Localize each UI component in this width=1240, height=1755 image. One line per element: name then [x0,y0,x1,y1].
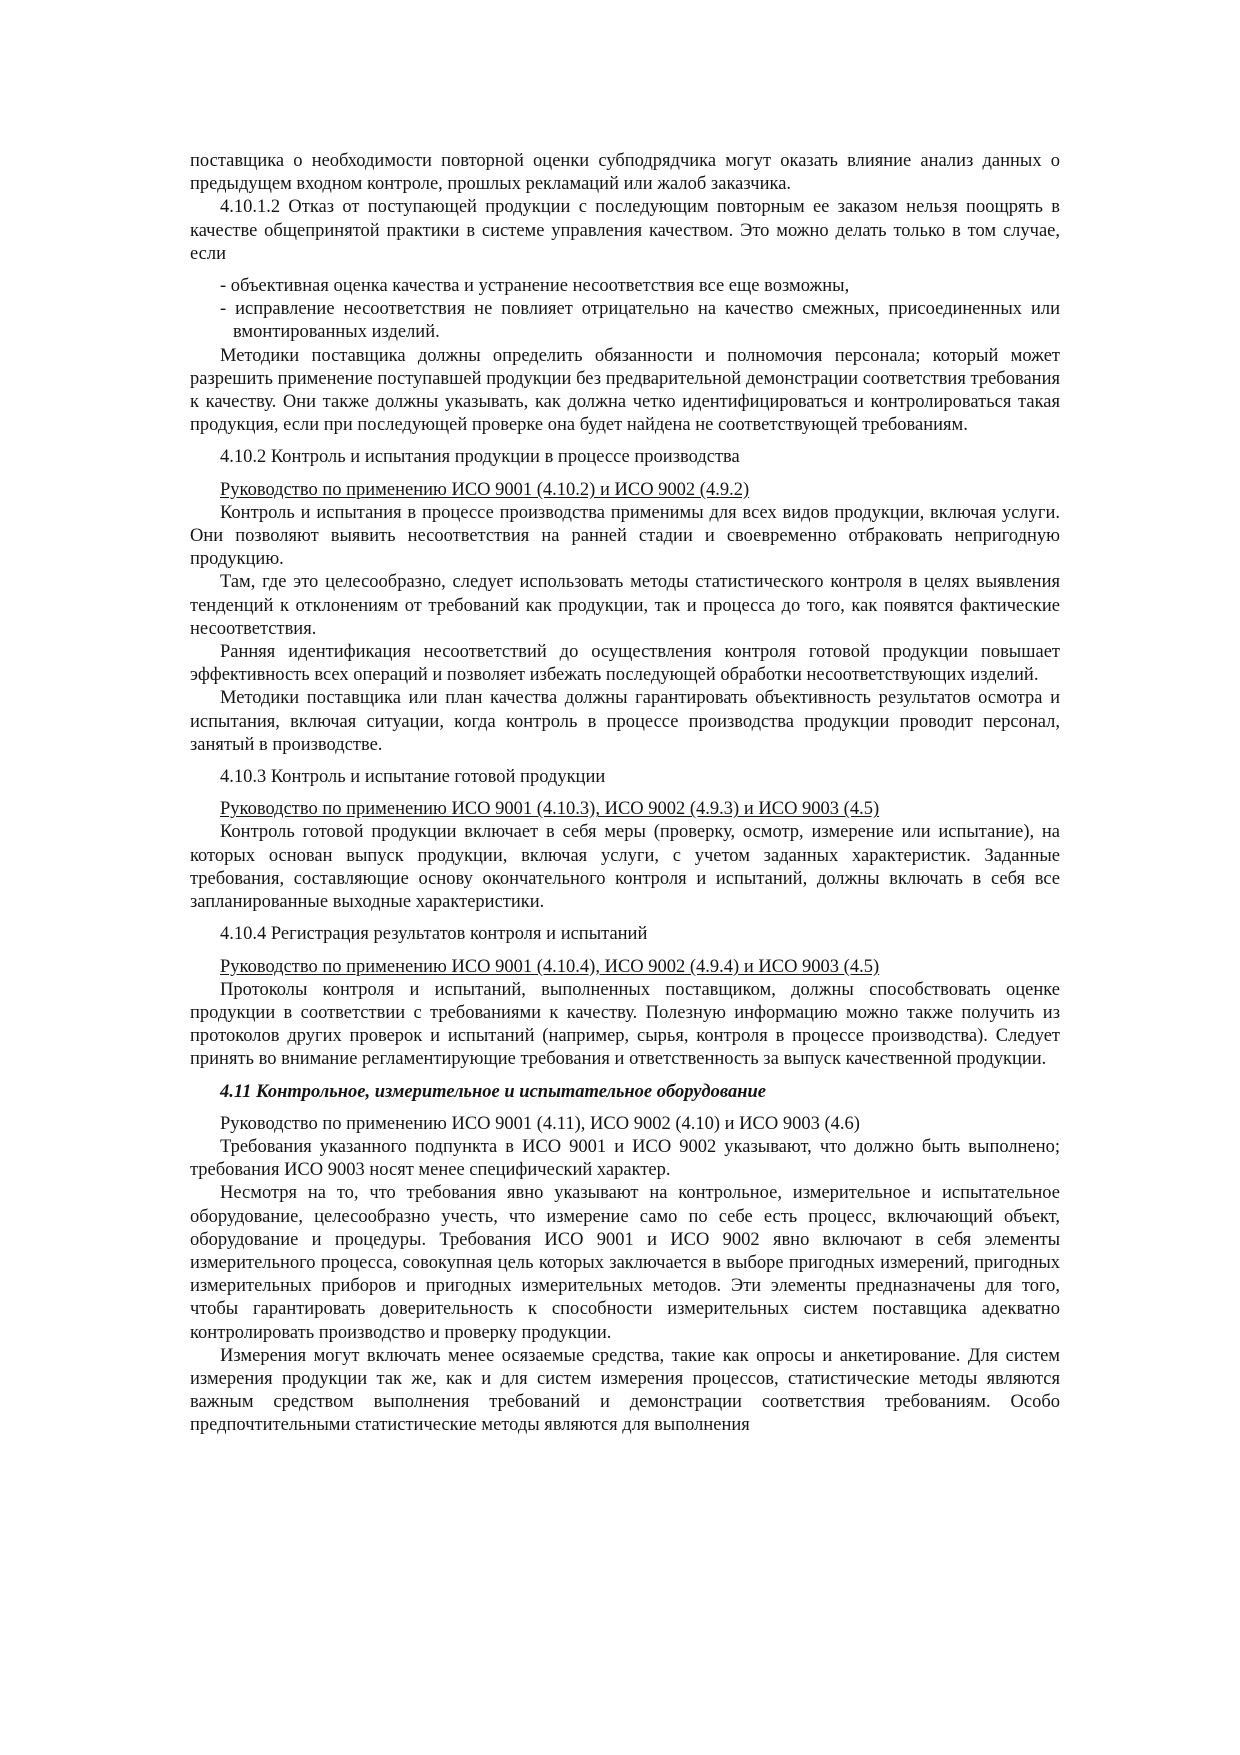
paragraph-body: Методики поставщика должны определить обязанности и полномочия персонала; который может разрешить применение поступавшей продукции без предварительной демонстрации соответствия требования к качеству. Они также должны указывать, как должна четко идентифицироваться и контролироваться такая продукция, если при последующей проверке она будет найдена не соответствующей требованиям. [190,345,1060,436]
paragraph-body: Методики поставщика или план качества должны гарантировать объективность результатов осмотра и испытания, включая ситуации, когда контроль в процессе производства продукции проводит персонал, занятый в производстве. [190,688,1060,755]
section-heading-text: 4.11 Контрольное, измерительное и испытательное оборудование [220,1081,766,1102]
paragraph-body: Контроль готовой продукции включает в себя меры (проверку, осмотр, измерение или испытание), на которых основан выпуск продукции, включая услуги, с учетом заданных характеристик. Заданные требования, составляющие основу окончательного контроля и испытаний, должны включать в себя все запланированные выходные характеристики. [190,822,1060,913]
paragraph-continuation: поставщика о необходимости повторной оценки субподрядчика могут оказать влияние анализ данных о предыдущем входном контроле, прошлых рекламаций или жалоб заказчика. [190,151,1060,195]
guide-reference-text: Руководство по применению ИСО 9001 (4.10.2) и ИСО 9002 (4.9.2) [220,479,750,500]
paragraph-body: Ранняя идентификация несоответствий до осуществления контроля готовой продукции повышает эффективность всех операций и позволяет избежать последующей обработки несоответствующих изделий. [190,642,1060,686]
guide-reference-4-10-3 [190,798,1060,821]
paragraph-4-10-1-2: 4.10.1.2 Отказ от поступающей продукции с последующим повторным ее заказом нельзя поощрять в качестве общепринятой практики в системе управления качеством. Это можно делать только в том случае, если [190,197,1060,264]
section-heading-4-10-2: 4.10.2 Контроль и испытания продукции в процессе производства [220,447,740,468]
paragraph-body: Требования указанного подпункта в ИСО 9001 и ИСО 9002 указывают, что должно быть выполнено; требования ИСО 9003 носят менее специфический характер. [190,1136,1060,1181]
section-heading-4-10-4: 4.10.4 Регистрация результатов контроля и испытаний [220,924,648,945]
section-heading-4-10-3: 4.10.3 Контроль и испытание готовой продукции [220,767,606,788]
list-item: - объективная оценка качества и устранение несоответствия все еще возможны, [220,276,850,297]
guide-reference-4-11: Руководство по применению ИСО 9001 (4.11), ИСО 9002 (4.10) и ИСО 9003 (4.6) [220,1113,860,1134]
paragraph-body: Контроль и испытания в процессе производства применимы для всех видов продукции, включая услуги. Они позволяют выявить несоответствия на ранней стадии и своевременно отбраковать непригодную продукцию. [190,502,1060,570]
paragraph-body: Несмотря на то, что требования явно указывают на контрольное, измерительное и испытательное оборудование, целесообразно учесть, что измерение само по себе есть процесс, включающий объект, оборудование и процедуры. Требования ИСО 9001 и ИСО 9002 явно включают в себя элементы измерительного процесса, совокупная цель которых заключается в выборе пригодных измерений, пригодных измерительных приборов и пригодных измерительных методов. Эти элементы предназначены для того, чтобы гарантировать доверительность к способности измерительных систем поставщика адекватно контролировать производство и проверку продукции. [190,1183,1060,1343]
guide-reference-4-10-4 [190,956,1060,979]
document-page [190,150,1060,1438]
guide-reference-text: Руководство по применению ИСО 9001 (4.10.3), ИСО 9002 (4.9.3) и ИСО 9003 (4.5) [220,799,880,820]
paragraph-body: Измерения могут включать менее осязаемые средства, такие как опросы и анкетирование. Для систем измерения продукции так же, как и для систем измерения процессов, статистические методы являются важным средством выполнения требований и демонстрации соответствия требованиям. Особо предпочтительными статистические методы являются для выполнения [190,1345,1060,1436]
guide-reference-text: Руководство по применению ИСО 9001 (4.10.4), ИСО 9002 (4.9.4) и ИСО 9003 (4.5) [220,956,880,977]
paragraph-body: Протоколы контроля и испытаний, выполненных поставщиком, должны способствовать оценке продукции в соответствии с требованиями к качеству. Полезную информацию можно также получить из протоколов других проверок и испытаний (например, сырья, контроля в процессе производства). Следует принять во внимание регламентирующие требования и ответственность за выпуск качественной продукции. [190,979,1060,1070]
list-item: - исправление несоответствия не повлияет отрицательно на качество смежных, присоединенных или вмонтированных изделий. [220,299,1060,343]
section-heading-4-11 [190,1081,1060,1104]
paragraph-body: Там, где это целесообразно, следует использовать методы статистического контроля в целях выявления тенденций к отклонениям от требований как продукции, так и процесса до того, как появятся фактические несоответствия. [190,572,1060,639]
guide-reference-4-10-2 [190,479,1060,502]
